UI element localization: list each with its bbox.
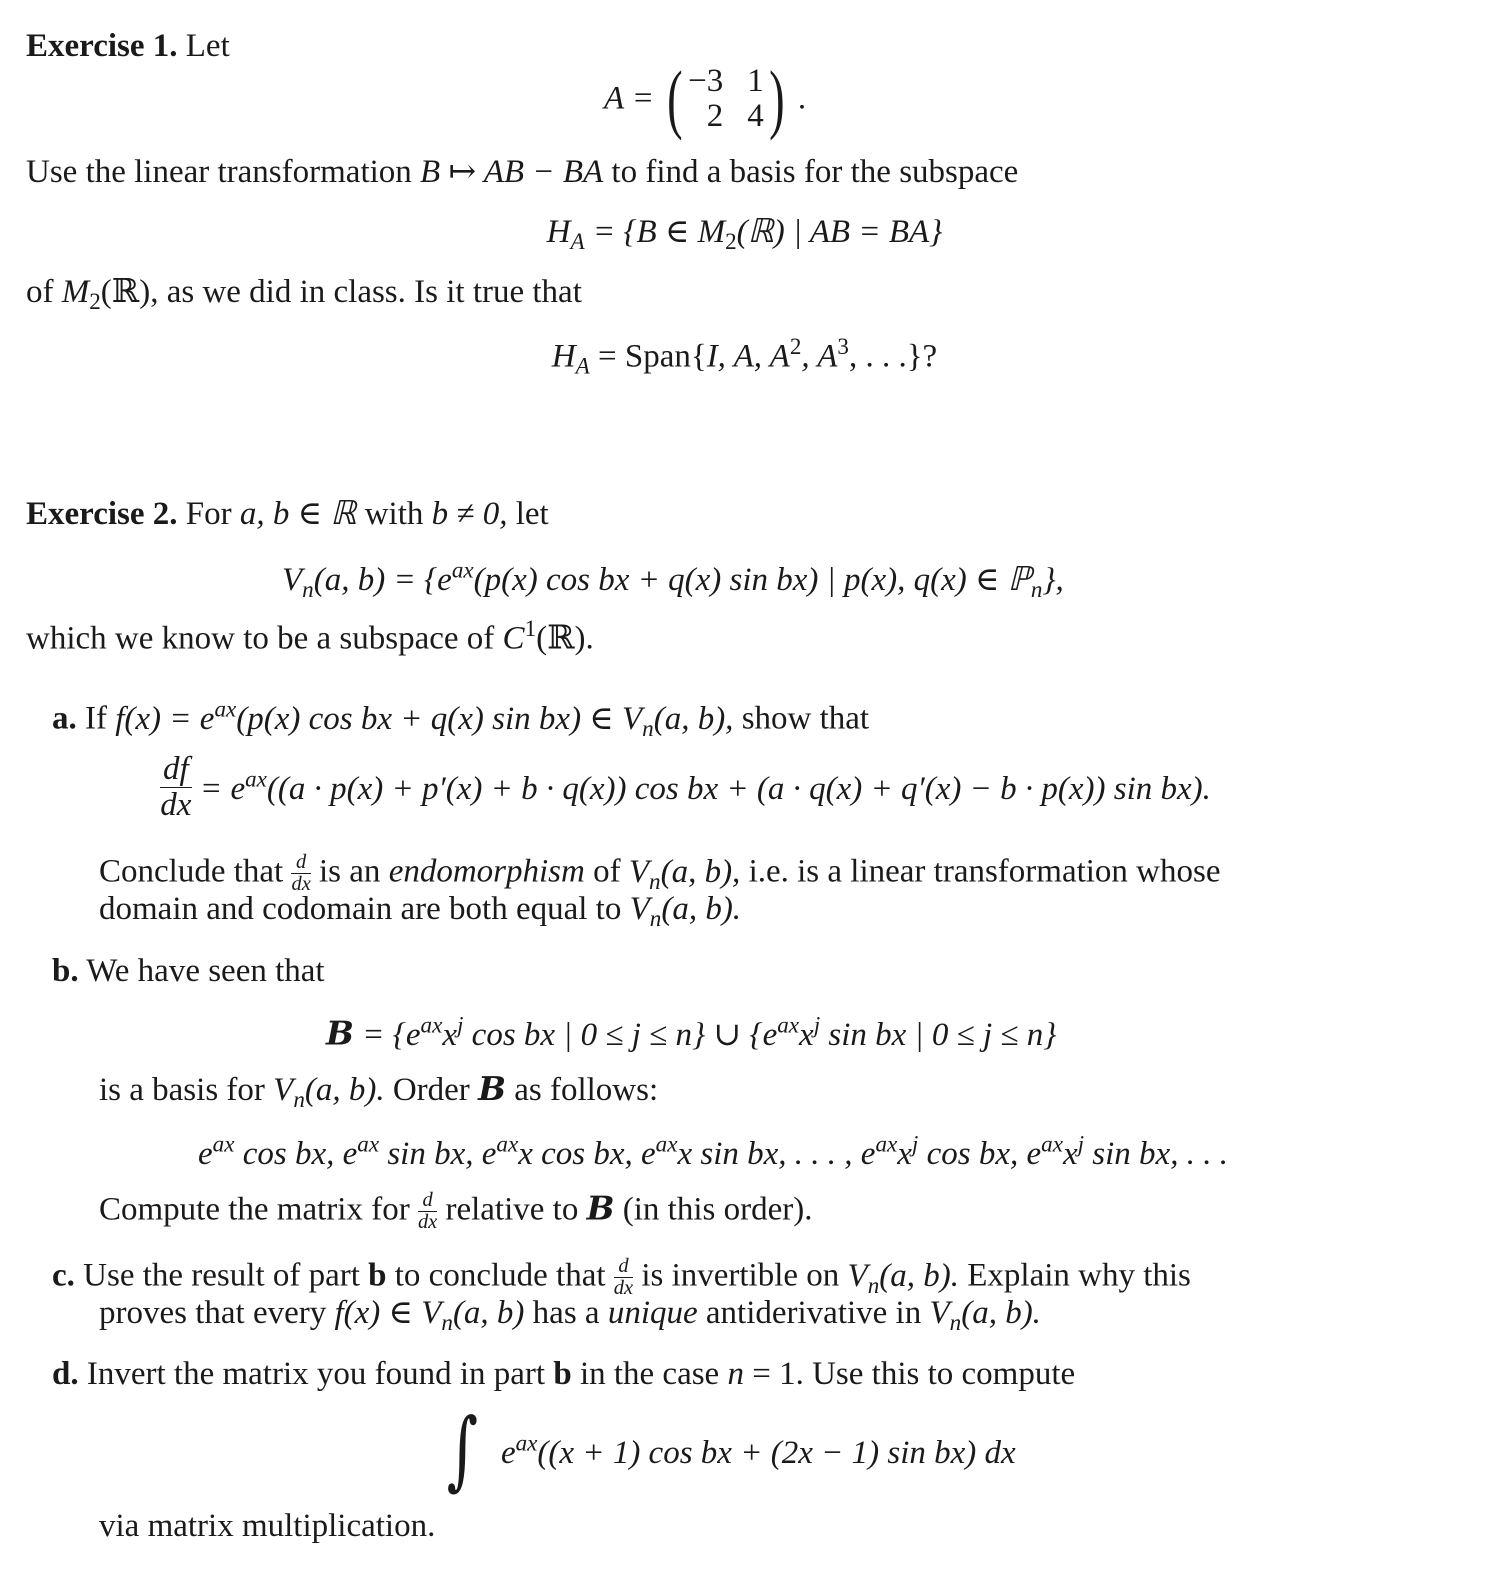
V-symbol: V <box>847 1257 868 1294</box>
matrix-period: . <box>797 80 807 117</box>
math: x sin bx, . . . , <box>677 1135 861 1172</box>
V-symbol: V <box>929 1295 950 1331</box>
math: (p(x) cos bx + q(x) sin bx) | p(x), q(x) ∈ ℙ <box>473 561 1031 598</box>
exponent: ax <box>875 1130 898 1156</box>
H-symbol: H <box>546 214 571 250</box>
d-dx-fraction <box>614 1256 633 1300</box>
text: with <box>364 496 424 532</box>
math: e <box>198 1135 213 1172</box>
math: = 1. <box>743 1356 804 1392</box>
math: (a, b), <box>660 853 741 890</box>
right-paren: ) <box>768 55 785 141</box>
exponent: ax <box>515 1429 538 1456</box>
emphasis: endomorphism <box>388 853 585 890</box>
matrix-entry-1-2: 1 <box>747 62 764 99</box>
part-reference: b <box>368 1257 387 1294</box>
part-a-label: a. <box>52 700 77 737</box>
text: proves that every <box>99 1295 327 1331</box>
left-paren: ( <box>667 55 684 141</box>
text: Order <box>392 1072 470 1108</box>
text: as follows: <box>514 1072 659 1108</box>
math: f(x) ∈ V <box>334 1295 442 1331</box>
math: = e <box>199 771 246 808</box>
math: cos bx, <box>234 1135 343 1172</box>
math: b ≠ 0, <box>431 496 508 532</box>
basis-symbol: B <box>586 1188 615 1228</box>
part-d-label: d. <box>52 1356 79 1392</box>
exponent: ax <box>212 1130 235 1156</box>
part-d-closing <box>99 1510 435 1543</box>
exercise-1-heading: Exercise 1. <box>26 28 178 64</box>
math: (a, b). <box>661 891 742 927</box>
subscript: n <box>302 575 314 602</box>
math: cos bx | 0 ≤ j ≤ n} ∪ {e <box>463 1016 778 1053</box>
H-symbol: H <box>551 338 576 375</box>
math: x <box>799 1016 814 1053</box>
text: is a basis for <box>99 1072 265 1108</box>
exponent: ax <box>214 695 237 721</box>
matrix-A <box>662 55 789 141</box>
subscript: n <box>649 904 662 931</box>
part-a-conclude-line <box>99 852 1221 896</box>
emphasis: unique <box>607 1295 698 1331</box>
subscript: 2 <box>725 227 737 254</box>
exponent: ax <box>496 1130 519 1156</box>
subscript: n <box>441 1308 453 1335</box>
math: (a, b). <box>961 1295 1041 1331</box>
matrix-entry-2-1: 2 <box>706 97 724 134</box>
denominator: dx <box>160 786 192 823</box>
text: i.e. is a linear transformation whose <box>748 853 1221 890</box>
subscript: n <box>649 867 661 894</box>
part-a-domain-line <box>99 893 741 930</box>
math: ((x + 1) cos bx + (2x − 1) sin bx) dx <box>537 1435 1016 1472</box>
part-c-line-2 <box>99 1297 1041 1334</box>
math: x <box>897 1135 912 1172</box>
numerator: df <box>160 752 192 788</box>
text: to conclude that <box>394 1257 606 1294</box>
math: x cos bx, <box>518 1135 642 1172</box>
C-symbol: C <box>502 620 525 657</box>
subscript: n <box>642 714 654 741</box>
part-b-line-1 <box>52 955 325 988</box>
math: e <box>342 1135 358 1172</box>
text: Use the result of part <box>83 1257 360 1294</box>
math: (a, b), <box>653 700 734 737</box>
math: cos bx, <box>918 1135 1027 1172</box>
math: e <box>860 1135 876 1172</box>
denominator: dx <box>417 1211 438 1234</box>
exercise-2-heading: Exercise 2. <box>26 496 178 532</box>
math: (p(x) cos bx + q(x) sin bx) ∈ V <box>236 700 643 737</box>
math: (a, b) <box>452 1295 525 1331</box>
denominator: dx <box>613 1277 634 1300</box>
basis-symbol: B <box>326 1013 354 1053</box>
V-symbol: V <box>273 1072 294 1108</box>
set-rest: (ℝ) | AB = BA} <box>736 214 943 250</box>
part-c-line-1 <box>52 1256 1191 1300</box>
math: e <box>641 1135 656 1172</box>
denominator: dx <box>291 873 311 896</box>
subscript: 2 <box>89 287 101 314</box>
exponent: ax <box>245 765 267 792</box>
math: sin bx | 0 ≤ j ≤ n} <box>820 1016 1057 1053</box>
math: sin bx, <box>379 1135 482 1172</box>
subscript: n <box>1030 575 1043 602</box>
part-reference: b <box>553 1356 572 1392</box>
exponent: j <box>1077 1130 1085 1156</box>
integral-expression <box>440 1400 1016 1500</box>
subscript: n <box>293 1085 305 1112</box>
subscript: n <box>867 1271 880 1298</box>
V-definition <box>282 558 1064 601</box>
exponent: ax <box>1041 1130 1063 1156</box>
exponent: ax <box>357 1130 380 1156</box>
text: Compute the matrix for <box>99 1191 410 1228</box>
text: (ℝ), as we did in class. Is it true that <box>100 274 582 310</box>
commutator-map: B ↦ AB − BA <box>420 154 604 190</box>
text: Explain why this <box>967 1257 1191 1294</box>
matrix-entry-2-2: 4 <box>747 97 764 134</box>
span-close: , . . .}? <box>848 338 938 375</box>
text: Use the linear transformation <box>26 154 412 190</box>
math: e <box>500 1435 516 1472</box>
integral-icon: ∫ <box>446 1400 478 1500</box>
df-dx-fraction <box>160 752 192 822</box>
text: of <box>593 853 621 890</box>
math: e <box>481 1135 497 1172</box>
exercise-1-heading-line <box>26 30 230 63</box>
text: antiderivative in <box>705 1295 922 1331</box>
basis-symbol: B <box>478 1069 506 1108</box>
superscript: 1 <box>524 615 537 641</box>
M-symbol: M <box>61 274 90 310</box>
derivative-formula <box>160 752 1211 822</box>
exercise-2-heading-line <box>26 498 549 531</box>
text: (ℝ). <box>536 620 594 657</box>
text: let <box>515 496 549 532</box>
span-question <box>0 335 1489 378</box>
math: f(x) = e <box>115 700 215 737</box>
text: which we know to be a subspace of <box>26 620 495 657</box>
subscript: n <box>949 1308 962 1335</box>
text: in the case <box>579 1356 720 1392</box>
text: is invertible on <box>641 1257 840 1294</box>
text: Use this to compute <box>812 1356 1076 1392</box>
numerator: d <box>418 1190 437 1212</box>
text: show that <box>741 700 870 737</box>
math: n <box>727 1356 744 1392</box>
math: sin bx, . . . <box>1084 1135 1228 1172</box>
superscript: 3 <box>837 333 849 359</box>
math: ((a · p(x) + p′(x) + b · q(x)) cos bx + (a · q(x) + q′(x) − b · p(x)) sin bx). <box>266 771 1211 808</box>
part-b-basis-line <box>99 1069 659 1112</box>
text: We have seen that <box>86 953 325 989</box>
V-symbol: V <box>282 561 303 598</box>
text: is an <box>319 853 381 890</box>
math: (a, b). <box>879 1257 959 1294</box>
text: via matrix multiplication. <box>99 1508 436 1544</box>
exercise-1-line-4 <box>26 276 582 313</box>
text: If <box>85 700 107 737</box>
d-dx-fraction <box>291 852 310 896</box>
superscript: 2 <box>789 333 802 359</box>
V-symbol: V <box>628 853 650 890</box>
exponent: j <box>457 1011 464 1037</box>
subspace-line <box>26 617 594 656</box>
part-d-line-1 <box>52 1358 1075 1391</box>
subscript: A <box>570 227 585 254</box>
math: e <box>1026 1135 1042 1172</box>
matrix-entry-1-1: −3 <box>688 62 724 99</box>
V-symbol: V <box>629 891 650 927</box>
subscript: A <box>575 352 590 379</box>
text: Invert the matrix you found in part <box>86 1356 546 1392</box>
text: relative to <box>445 1191 579 1228</box>
text: of <box>26 274 54 310</box>
part-a-line-1 <box>52 697 869 740</box>
text: (in this order). <box>622 1191 813 1228</box>
matrix-A-equation <box>604 55 807 141</box>
numerator: d <box>291 852 310 874</box>
set-open: = {B ∈ M <box>584 214 726 250</box>
part-b-compute-line <box>99 1190 812 1234</box>
math: }, <box>1042 561 1064 598</box>
exponent: ax <box>777 1011 800 1037</box>
math: (a, b). <box>304 1072 385 1108</box>
exponent: ax <box>655 1130 678 1156</box>
math: a, b ∈ ℝ <box>239 496 357 532</box>
exponent: ax <box>420 1011 443 1037</box>
text: For <box>185 496 232 532</box>
math: (a, b) = {e <box>313 561 452 598</box>
text: to find a basis for the subspace <box>611 154 1019 190</box>
span-open: = Span{ <box>589 338 707 375</box>
part-c-label: c. <box>52 1257 75 1294</box>
part-b-label: b. <box>52 953 79 989</box>
exponent: j <box>911 1130 919 1156</box>
basis-definition <box>326 1013 1056 1052</box>
matrix-label: A = <box>604 80 655 117</box>
span-items: , A <box>801 338 838 375</box>
exercise-1-line-2 <box>26 156 1018 189</box>
math: x <box>1062 1135 1078 1172</box>
math: = {e <box>353 1016 421 1053</box>
math: x <box>442 1016 457 1053</box>
text: Conclude that <box>99 853 284 890</box>
exponent: j <box>813 1011 821 1037</box>
numerator: d <box>614 1256 633 1278</box>
HA-definition <box>0 216 1489 253</box>
basis-ordering <box>198 1132 1228 1171</box>
text: domain and codomain are both equal to <box>99 891 622 927</box>
d-dx-fraction <box>418 1190 437 1234</box>
exercise-1-intro: Let <box>185 28 230 64</box>
span-items: I, A, A <box>706 338 790 375</box>
text: has a <box>532 1295 600 1331</box>
matrix-entries <box>688 62 764 134</box>
exponent: ax <box>451 556 474 582</box>
